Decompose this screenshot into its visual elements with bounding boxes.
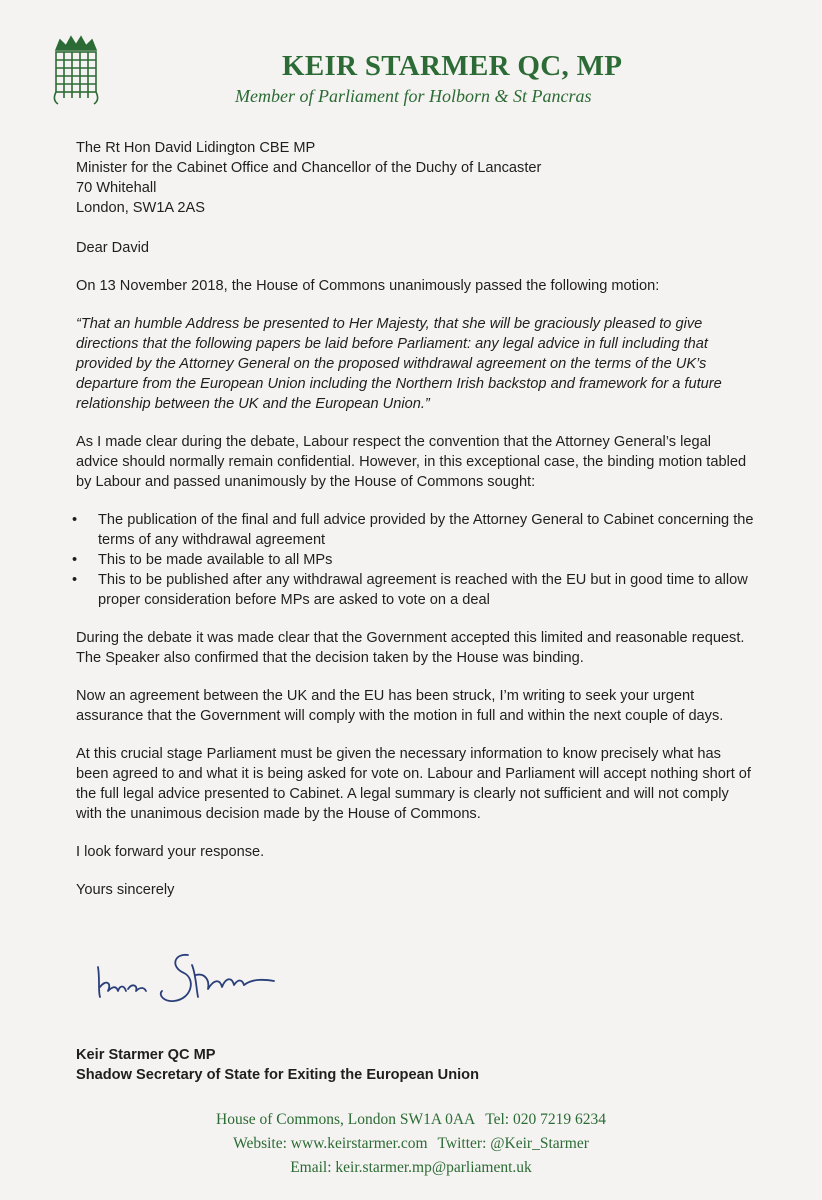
closing: Yours sincerely [76,882,175,898]
list-item-text: This to be made available to all MPs [98,552,333,568]
footer-address-line [0,1111,822,1129]
motion-quote: “That an humble Address be presented to Her Majesty, that she will be graciously pleased to give directions that the following papers be laid before Parliament: any legal advice in full including that provided by the Attorney General on the proposed withdrawal agreement on the terms of the UK’s departure from the European Union including the Northern Irish backstop and framework for a future relationship between the UK and the European Union.” [76,316,722,412]
footer-twitter[interactable]: Twitter: @Keir_Starmer [437,1135,589,1152]
signatory-title: Shadow Secretary of State for Exiting the European Union [76,1067,480,1083]
signatory-name: Keir Starmer QC MP [76,1047,216,1063]
crucial-paragraph: At this crucial stage Parliament must be given the necessary information to know precisely what has been agreed to and what it is being asked for vote on. Labour and Parliament will accept nothing short of the full legal advice presented to Cabinet. A legal summary is clearly not sufficient and will not comply with the unanimous decision made by the House of Commons. [76,746,751,822]
forward-paragraph: I look forward your response. [76,844,265,860]
letter-body [72,138,756,900]
footer-address: House of Commons, London SW1A 0AA [216,1111,476,1128]
list-item-text: The publication of the final and full advice provided by the Attorney General to Cabinet concerning the terms of any withdrawal agreement [98,512,754,548]
agreement-paragraph: Now an agreement between the UK and the EU has been struck, I’m writing to seek your urgent assurance that the Government will comply with the motion in full and within the next couple of days. [76,688,724,724]
letterhead-subtitle: Member of Parliament for Holborn & St Pancras [235,86,592,106]
footer-email[interactable]: Email: keir.starmer.mp@parliament.uk [290,1159,532,1176]
list-item [72,550,756,570]
salutation: Dear David [76,240,149,256]
recipient-line: London, SW1A 2AS [76,200,205,216]
footer-email-line [0,1159,822,1177]
bullet: • [72,512,78,528]
footer-telephone: Tel: 020 7219 6234 [485,1111,606,1128]
debate-paragraph: During the debate it was made clear that the Government accepted this limited and reasonable request. The Speaker also confirmed that the decision taken by the House was binding. [76,630,745,666]
list-item [72,570,756,610]
list-item [72,510,756,550]
portcullis-icon [50,34,102,106]
footer-website[interactable]: Website: www.keirstarmer.com [233,1135,428,1152]
signoff [76,1045,479,1085]
list-item-text: This to be published after any withdrawal agreement is reached with the EU but in good time to allow proper consideration before MPs are asked to vote on a deal [98,572,748,608]
requests-list [72,510,756,610]
bullet: • [72,572,78,588]
footer-web-line [0,1135,822,1153]
recipient-address [76,138,756,218]
recipient-line: Minister for the Cabinet Office and Chancellor of the Duchy of Lancaster [76,160,542,176]
recipient-line: 70 Whitehall [76,180,157,196]
intro-paragraph: On 13 November 2018, the House of Commons unanimously passed the following motion: [76,278,660,294]
handwritten-signature [92,945,292,1015]
convention-paragraph: As I made clear during the debate, Labour respect the convention that the Attorney General’s legal advice should normally remain confidential. However, in this exceptional case, the binding motion tabled by Labour and passed unanimously by the House of Commons sought: [76,434,747,490]
recipient-line: The Rt Hon David Lidington CBE MP [76,140,316,156]
letterhead-name: KEIR STARMER QC, MP [282,50,623,82]
bullet: • [72,552,78,568]
